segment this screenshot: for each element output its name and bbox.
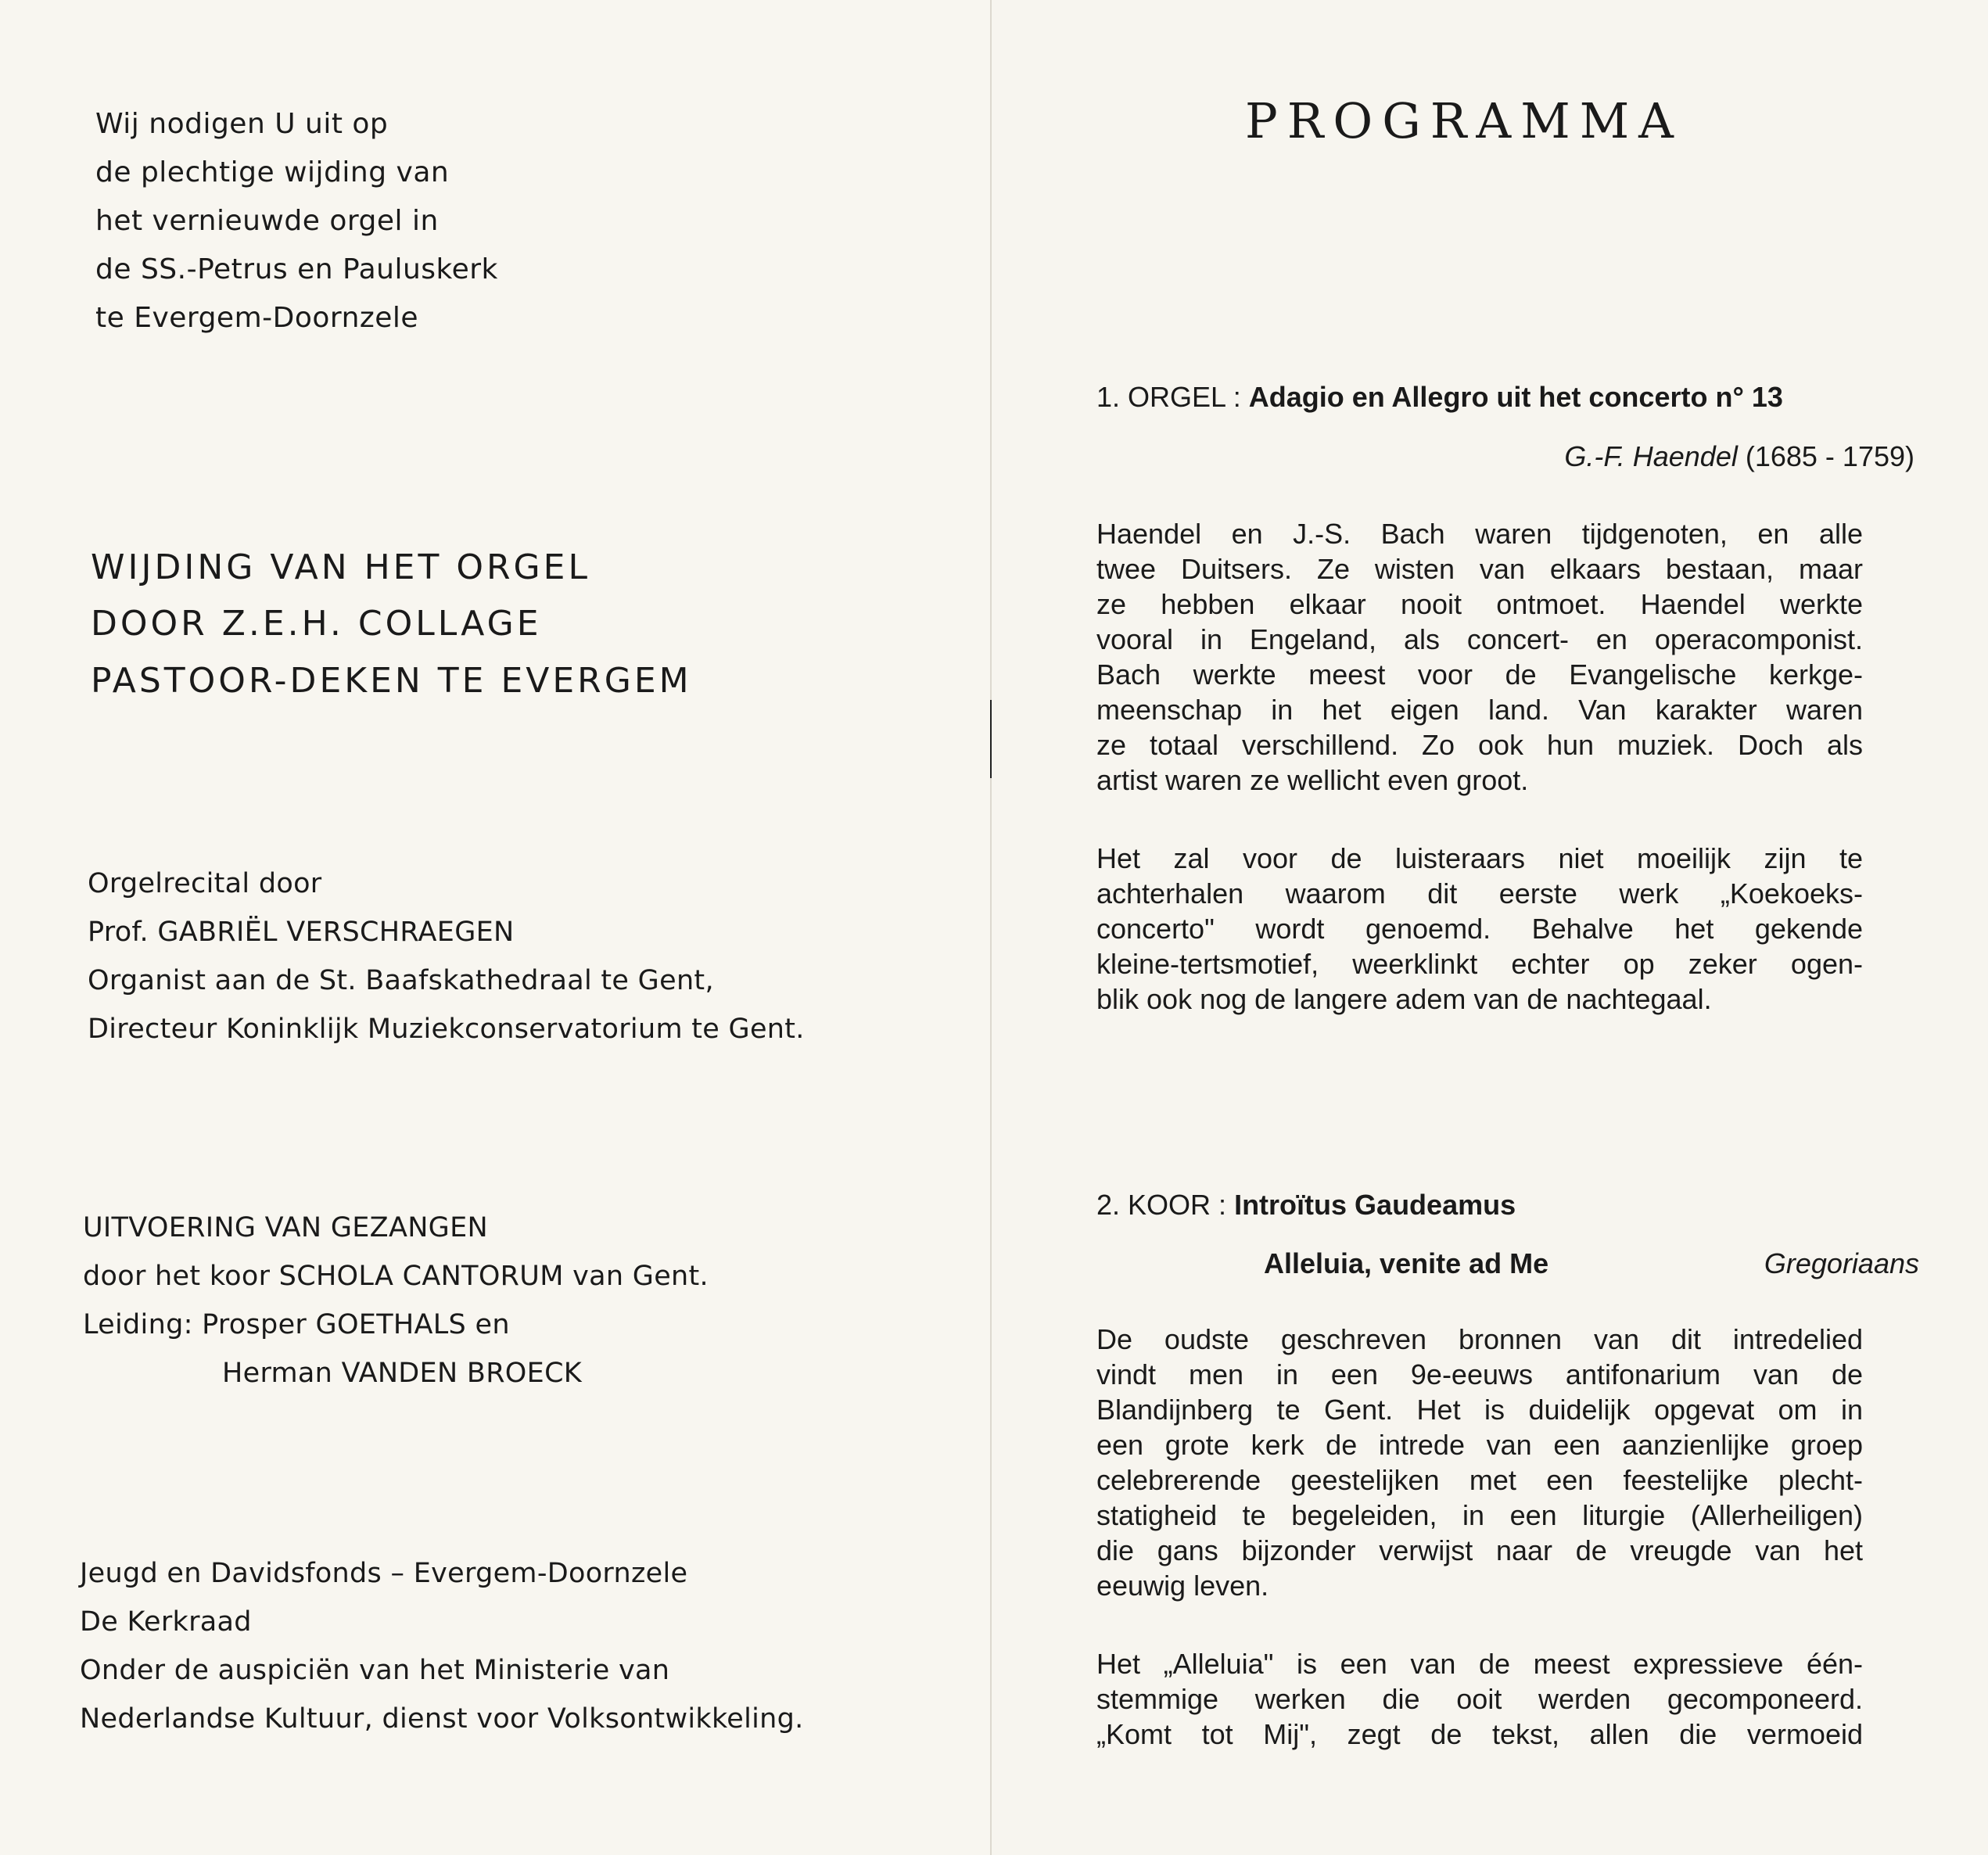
text-line: ze hebben elkaar nooit ontmoet. Haendel werkte (1096, 588, 1863, 620)
item-2-heading (1096, 1189, 1516, 1222)
item-1-label: 1. ORGEL : (1096, 381, 1241, 413)
text-line: achterhalen waarom dit eerste werk „Koekoeks- (1096, 877, 1863, 910)
recital-line: Organist aan de St. Baafskathedraal te Gent, (88, 965, 714, 996)
organizers-line: Jeugd en Davidsfonds – Evergem-Doornzele (80, 1558, 688, 1589)
choir-line: door het koor SCHOLA CANTORUM van Gent. (83, 1261, 709, 1292)
text-line: De oudste geschreven bronnen van dit intredelied (1096, 1323, 1863, 1355)
recital-line: Directeur Koninklijk Muziekconservatorium te Gent. (88, 1014, 805, 1045)
text-line: Het zal voor de luisteraars niet moeilijk zijn te (1096, 842, 1863, 874)
item-2-work-2: Alleluia, venite ad Me (1264, 1247, 1549, 1279)
item-2-composer: Gregoriaans (1764, 1247, 1919, 1279)
text-line: artist waren ze wellicht even groot. (1096, 764, 1529, 796)
text-line: celebrerende geestelijken met een feestelijke plecht- (1096, 1464, 1863, 1496)
consecration-line: WIJDING VAN HET ORGEL (91, 547, 590, 587)
invitation-line: te Evergem-Doornzele (95, 302, 419, 334)
text-line: statigheid te begeleiden, in een liturgie (Allerheiligen) (1096, 1499, 1863, 1531)
composer-name: G.-F. Haendel (1564, 440, 1738, 472)
text-line: kleine-tertsmotief, weerklinkt echter op zeker ogen- (1096, 948, 1863, 980)
text-line: een grote kerk de intrede van een aanzienlijke groep (1096, 1429, 1863, 1461)
composer-years: (1685 - 1759) (1745, 440, 1914, 472)
item-2-work: Introïtus Gaudeamus (1234, 1189, 1516, 1221)
text-line: „Komt tot Mij", zegt de tekst, allen die vermoeid (1096, 1718, 1863, 1750)
text-line: twee Duitsers. Ze wisten van elkaars bestaan, maar (1096, 553, 1863, 585)
text-line: eeuwig leven. (1096, 1570, 1269, 1602)
invitation-line: de SS.-Petrus en Pauluskerk (95, 253, 498, 285)
text-line: Blandijnberg te Gent. Het is duidelijk opgevat om in (1096, 1394, 1863, 1426)
choir-line: UITVOERING VAN GEZANGEN (83, 1212, 488, 1243)
text-line: vooral in Engeland, als concert- en operacomponist. (1096, 623, 1863, 655)
text-line: Bach werkte meest voor de Evangelische kerkge- (1096, 658, 1863, 691)
organizers-line: Nederlandse Kultuur, dienst voor Volksontwikkeling. (80, 1703, 804, 1735)
invitation-line: Wij nodigen U uit op (95, 108, 389, 140)
left-page (0, 0, 990, 1855)
item-1-heading (1096, 381, 1783, 414)
consecration-line: DOOR Z.E.H. COLLAGE (91, 604, 542, 644)
text-line: concerto" wordt genoemd. Behalve het gekende (1096, 913, 1863, 945)
right-page (992, 0, 1988, 1855)
text-line: vindt men in een 9e-eeuws antifonarium van de (1096, 1358, 1863, 1390)
item-1-work: Adagio en Allegro uit het concerto n° 13 (1248, 381, 1783, 413)
recital-line: Orgelrecital door (88, 868, 322, 899)
item-2-paragraph-2 (1096, 1646, 1863, 1752)
organizers-line: De Kerkraad (80, 1606, 252, 1638)
item-1-paragraph-2 (1096, 841, 1863, 1017)
programma-title: PROGRAMMA (1245, 92, 1683, 149)
choir-line: Herman VANDEN BROECK (222, 1358, 583, 1389)
text-line: Haendel en J.-S. Bach waren tijdgenoten, en alle (1096, 518, 1863, 550)
item-2-label: 2. KOOR : (1096, 1189, 1227, 1221)
text-line: meenschap in het eigen land. Van karakter waren (1096, 694, 1863, 726)
text-line: stemmige werken die ooit werden gecomponeerd. (1096, 1683, 1863, 1715)
invitation-line: de plechtige wijding van (95, 156, 450, 188)
item-1-composer (1564, 440, 1914, 473)
choir-line: Leiding: Prosper GOETHALS en (83, 1309, 510, 1340)
invitation-line: het vernieuwde orgel in (95, 205, 439, 237)
text-line: die gans bijzonder verwijst naar de vreugde van het (1096, 1534, 1863, 1566)
item-2-paragraph-1 (1096, 1322, 1863, 1603)
item-1-paragraph-1 (1096, 516, 1863, 798)
text-line: ze totaal verschillend. Zo ook hun muziek. Doch als (1096, 729, 1863, 761)
organizers-line: Onder de auspiciën van het Ministerie van (80, 1655, 670, 1686)
text-line: blik ook nog de langere adem van de nachtegaal. (1096, 983, 1712, 1015)
text-line: Het „Alleluia" is een van de meest expressieve één- (1096, 1648, 1863, 1680)
consecration-line: PASTOOR-DEKEN TE EVERGEM (91, 661, 692, 701)
recital-performer: Prof. GABRIËL VERSCHRAEGEN (88, 917, 515, 948)
